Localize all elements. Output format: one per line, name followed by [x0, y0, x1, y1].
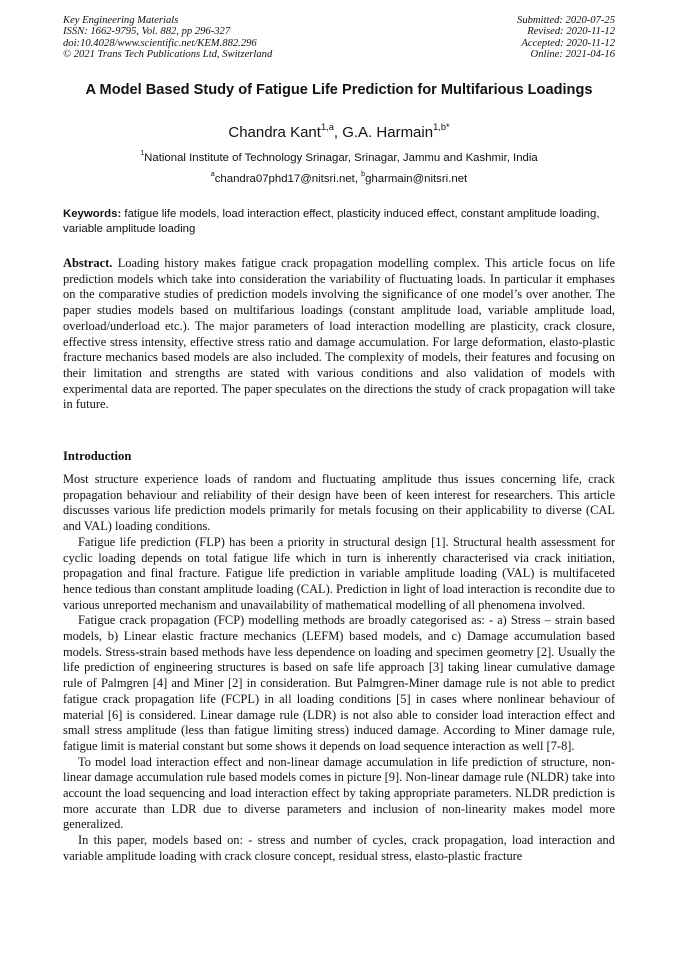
introduction-body: [63, 472, 615, 865]
paragraph: Fatigue life prediction (FLP) has been a priority in structural design [1]. Structural health assessment for cyclic loading depends on total fatigue life which in turn is inherently characterised via crack initiation, propagation and final fracture. Fatigue life prediction in variable amplitude loading (VAL) is multifaceted hence tedious than constant amplitude loading (CAL). Prediction in light of load interaction is recondite due to various unreported mechanism and unavailability of mathematical modelling of all phenomena involved.: [63, 534, 615, 612]
date-online: Online: 2021-04-16: [530, 49, 615, 61]
paragraph: In this paper, models based on: - stress and number of cycles, crack propagation, load interaction and variable amplitude loading with crack closure concept, residual stress, elasto-plastic fracture: [63, 833, 615, 863]
abstract-label: Abstract.: [63, 256, 113, 270]
paragraph: To model load interaction effect and non-linear damage accumulation in life prediction of structure, non-linear damage accumulation rule based models comes in picture [9]. Non-linear damage rule (NLDR) take into account the load sequencing and load interaction effect by taking appropriate parameters. NLDR prediction is more accurate than LDR due to diverse parameters and inclusion of non-linearity makes model more generalized.: [63, 754, 615, 832]
affiliation: [63, 151, 615, 165]
author-name: G.A. Harmain: [342, 124, 434, 141]
abstract-text: Loading history makes fatigue crack propagation modelling complex. This article focus on life prediction models which take into consideration the variability of fluctuating loads. In particular it emphases on the comparative studies of prediction models involving the significance of one model’s over another. The paper studies models based on multifarious loadings (constant amplitude load, variable amplitude load, overload/underload etc.). The major parameters of load interaction modelling are plasticity, crack closure, effective stress intensity, effective stress ratio and damage accumulation. For large deformation, elasto-plastic fracture mechanics based models are also included. The complexity of models, their features and focusing on their limitation and strengths are stated with various conditions and also validation of models with experimental data are reported. The paper speculates on the directions the study of crack propagation will take in future.: [63, 256, 615, 412]
author-name: Chandra Kant: [228, 124, 321, 141]
section-heading-introduction: Introduction: [63, 449, 132, 463]
date-accepted: Accepted: 2020-11-12: [521, 37, 615, 49]
affiliation-superscript: 1: [140, 150, 145, 158]
paper-title: A Model Based Study of Fatigue Life Prediction for Multifarious Loadings: [85, 82, 593, 98]
date-submitted: Submitted: 2020-07-25: [517, 15, 615, 26]
email-link[interactable]: gharmain@nitsri.net: [365, 173, 468, 185]
email-superscript: a: [210, 171, 215, 179]
journal-copyright: © 2021 Trans Tech Publications Ltd, Switzerland: [63, 49, 273, 61]
email-superscript: b: [361, 171, 366, 179]
journal-doi: doi:10.4028/www.scientific.net/KEM.882.296: [63, 37, 257, 49]
date-revised: Revised: 2020-11-12: [527, 26, 615, 38]
keywords-label: Keywords:: [63, 208, 122, 220]
affiliation-text: National Institute of Technology Srinagar, Srinagar, Jammu and Kashmir, India: [144, 152, 538, 164]
paragraph: Most structure experience loads of random and fluctuating amplitude thus issues concerning life, crack propagation behaviour and reliability of their design have been of keen interest for researchers. This article discusses various life prediction models primarily for metals focusing on their applicability to diverse (CAL and VAL) loading conditions.: [63, 472, 615, 534]
journal-info: [63, 15, 272, 61]
author-list: [63, 121, 615, 142]
author-separator: ,: [333, 124, 343, 141]
author-emails: [63, 172, 615, 186]
email-link[interactable]: chandra07phd17@nitsri.net,: [214, 173, 362, 185]
keywords-text: fatigue life models, load interaction effect, plasticity induced effect, constant amplitude loading, variable amplitude loading: [63, 208, 600, 235]
keywords: [63, 207, 615, 237]
publication-dates: [517, 15, 615, 61]
journal-issn: ISSN: 1662-9795, Vol. 882, pp 296-327: [63, 26, 231, 38]
author-superscript: 1,a: [320, 121, 334, 132]
paragraph: Fatigue crack propagation (FCP) modelling methods are broadly categorised as: - a) Stress – strain based models, b) Linear elastic fracture mechanics (LEFM) based models, and c) Damage accumulation based models. Stress-strain based methods have less dependence on loading and specimen geometry [2]. Usually the life prediction of engineering structures is based on safe life approach [3] taking linear cumulative damage rule of Palmgren [4] and Miner [2] in consideration. But Palmgren-Miner damage rule is not able to predict fatigue crack propagation life (FCPL) in all loading conditions [5] in cases where nonlinear behaviour of material [6] is considered. Linear damage rule (LDR) is not also able to consider load interaction effect and small stress amplitude (less than fatigue limiting stress) induced damage. According to Miner damage rule, fatigue limit is material constant but some shows it depends on load sequence interaction as well [7-8].: [63, 613, 615, 753]
abstract: [63, 256, 615, 413]
author-superscript: 1,b*: [433, 121, 450, 132]
journal-name: Key Engineering Materials: [63, 15, 179, 26]
